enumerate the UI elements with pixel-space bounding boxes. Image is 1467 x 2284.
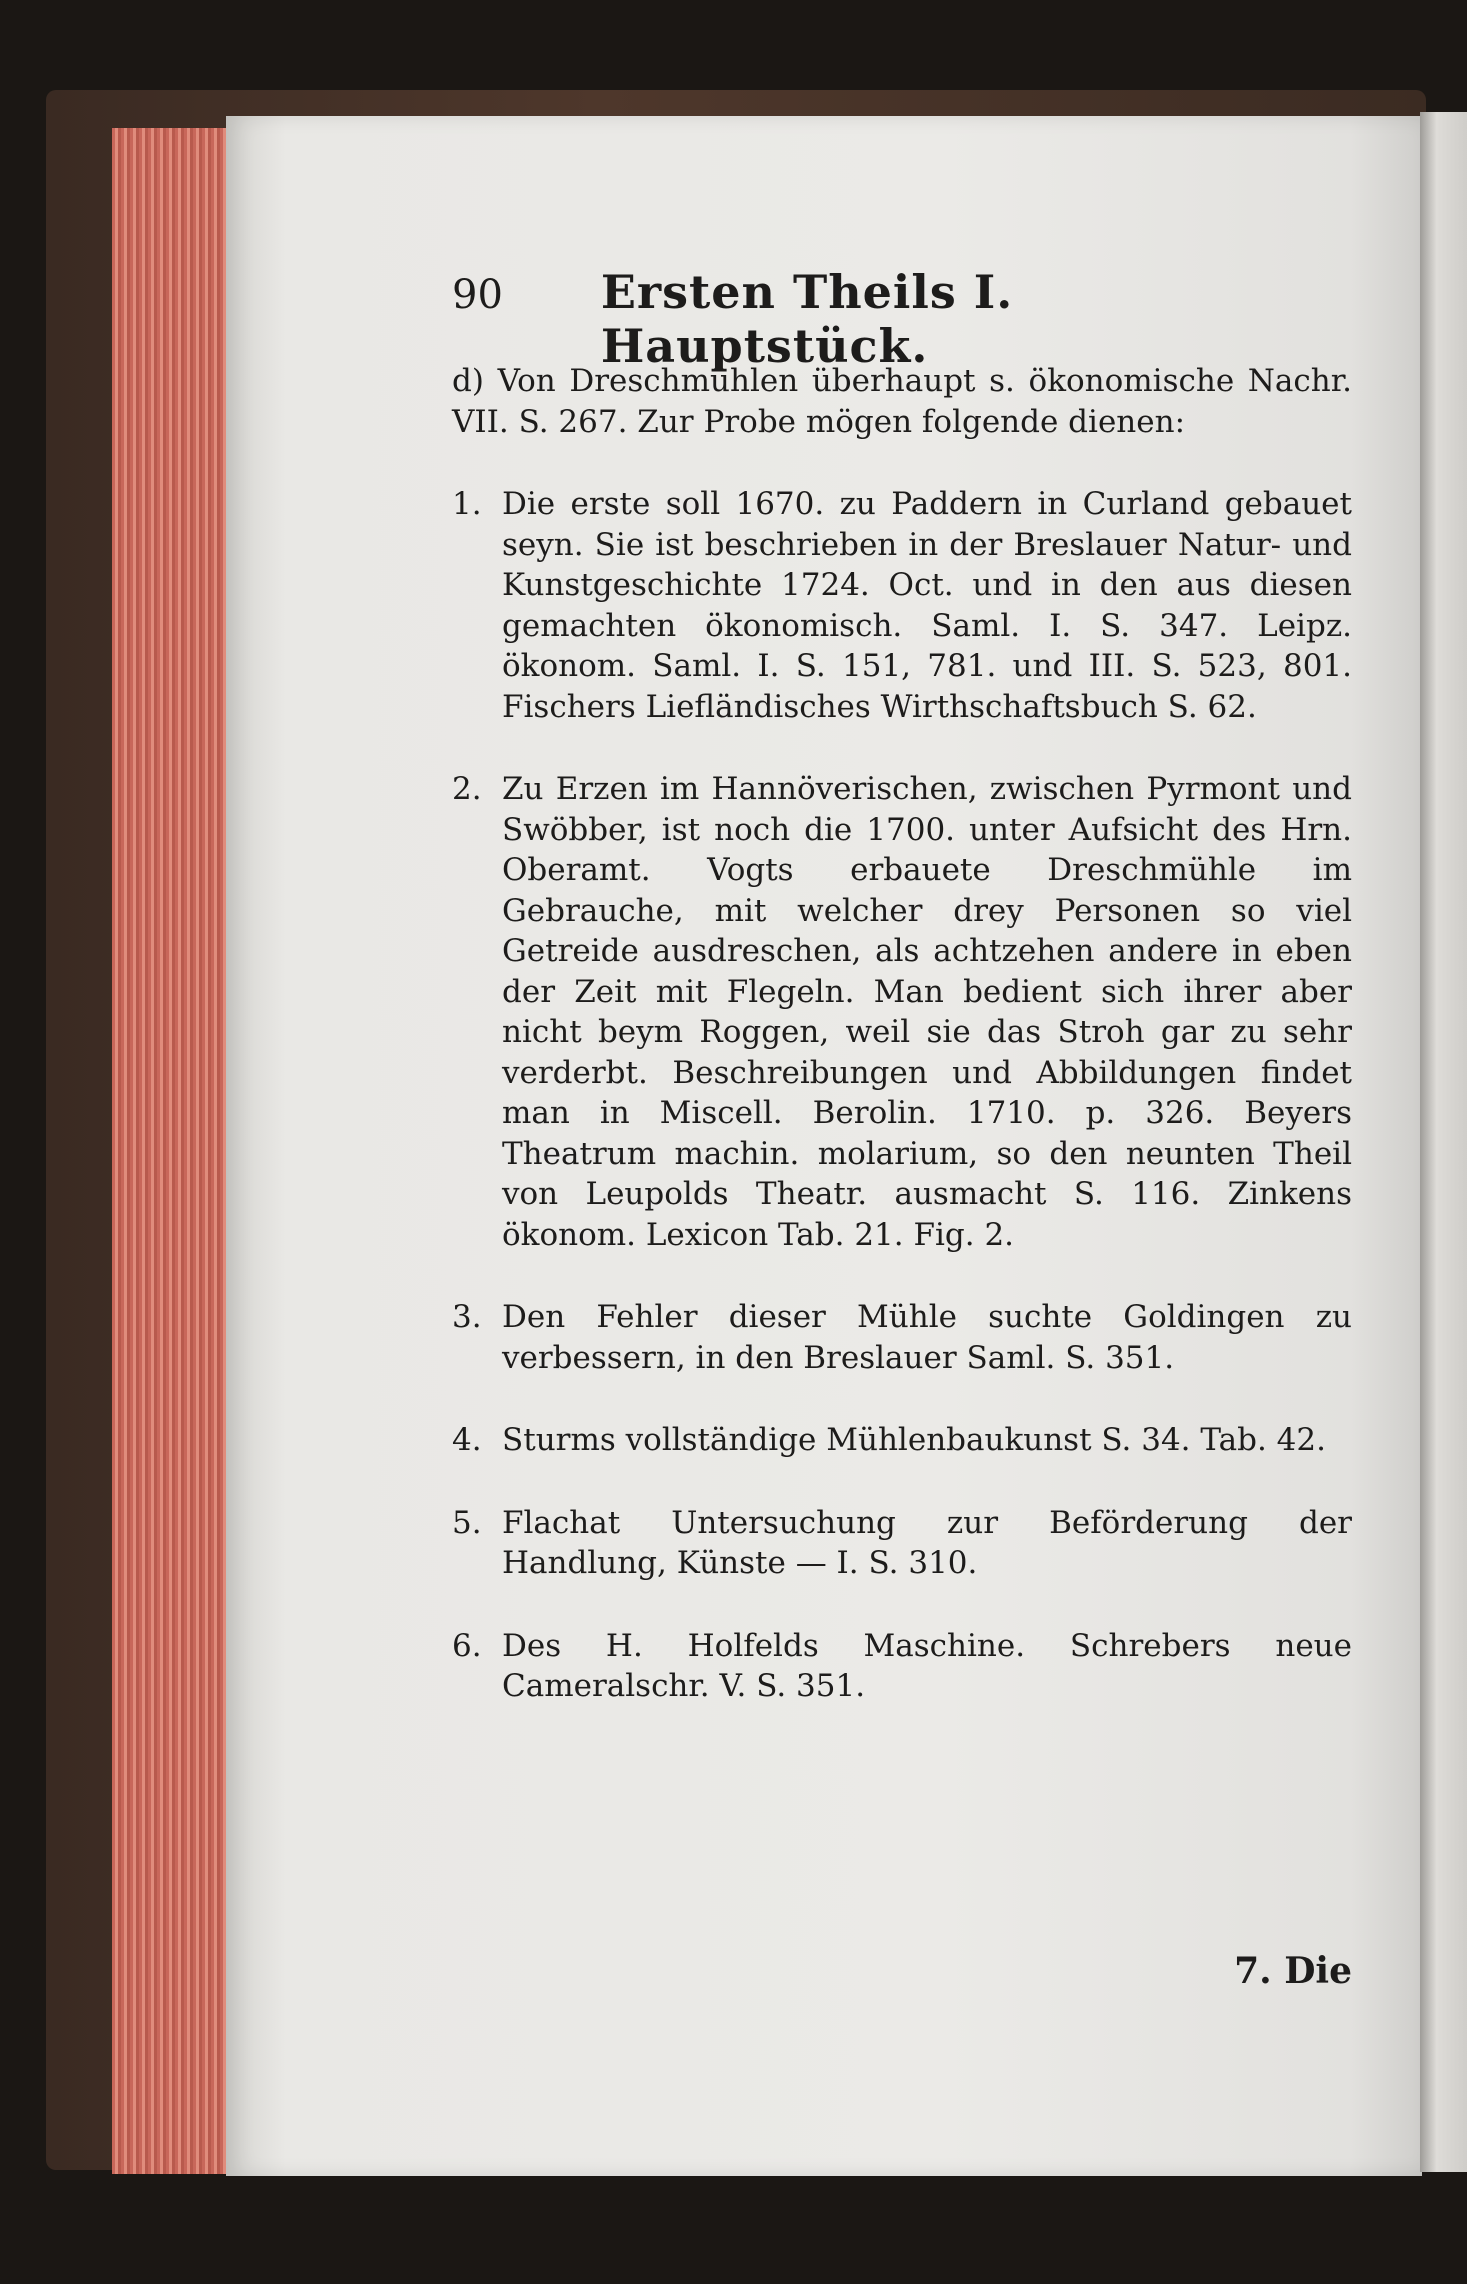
item-number: 6. — [452, 1627, 482, 1664]
list-item — [452, 1503, 1352, 1584]
item-text: Flachat Untersuchung zur Beförderung der Handlung, Künste — I. S. 310. — [502, 1504, 1352, 1581]
facing-page-edge — [1420, 112, 1467, 2172]
list-item — [452, 1626, 1352, 1707]
item-number: 4. — [452, 1422, 482, 1458]
item-text: Des H. Holfelds Maschine. Schrebers neue Cameralschr. V. S. 351. — [502, 1627, 1352, 1704]
item-text: Sturms vollständige Mühlenbaukunst S. 34. Tab. 42. — [502, 1422, 1326, 1458]
item-text: Die erste soll 1670. zu Paddern in Curland gebauet seyn. Sie ist beschrieben in der Breslauer Natur- und Kunstgeschichte 1724. Oct. und in den aus diesen gemachten ökonomisch. Saml. I. S. 347. Leipz. ökonom. Saml. I. S. 151, 781. und III. S. 523, 801. Fischers Liefländisches Wirthschaftsbuch S. 62. — [502, 486, 1352, 725]
list-item — [452, 769, 1352, 1255]
list-item — [452, 1297, 1352, 1378]
item-number: 3. — [452, 1299, 482, 1335]
item-number: 5. — [452, 1504, 482, 1541]
item-number: 1. — [452, 486, 482, 522]
page-text — [452, 265, 1352, 1992]
page-edges — [112, 128, 230, 2174]
running-head — [452, 265, 1352, 373]
item-text: Zu Erzen im Hannöverischen, zwischen Pyrmont und Swöbber, ist noch die 1700. unter Aufsicht des Hrn. Oberamt. Vogts erbauete Dreschmühle im Gebrauche, mit welcher drey Personen so viel Getreide ausdreschen, als achtzehen andere in eben der Zeit mit Flegeln. Man bedient sich ihrer aber nicht beym Roggen, weil sie das Stroh gar zu sehr verderbt. Beschreibungen und Abbildungen findet man in Miscell. Berolin. 1710. p. 326. Beyers Theatrum machin. molarium, so den neunten Theil von Leupolds Theatr. ausmacht S. 116. Zinkens ökonom. Lexicon Tab. 21. Fig. 2. — [502, 771, 1352, 1253]
running-title: Ersten Theils I. Hauptstück. — [600, 265, 1014, 373]
item-text: Den Fehler dieser Mühle suchte Goldingen zu verbessern, in den Breslauer Saml. S. 351. — [502, 1299, 1352, 1376]
page-number: 90 — [452, 272, 503, 318]
intro-paragraph: d) Von Dreschmühlen überhaupt s. ökonomische Nachr. VII. S. 267. Zur Probe mögen folgende dienen: — [452, 363, 1352, 440]
catchword: 7. Die — [1234, 1950, 1352, 1992]
item-number: 2. — [452, 771, 482, 807]
list-item — [452, 484, 1352, 727]
list-item — [452, 1420, 1352, 1461]
